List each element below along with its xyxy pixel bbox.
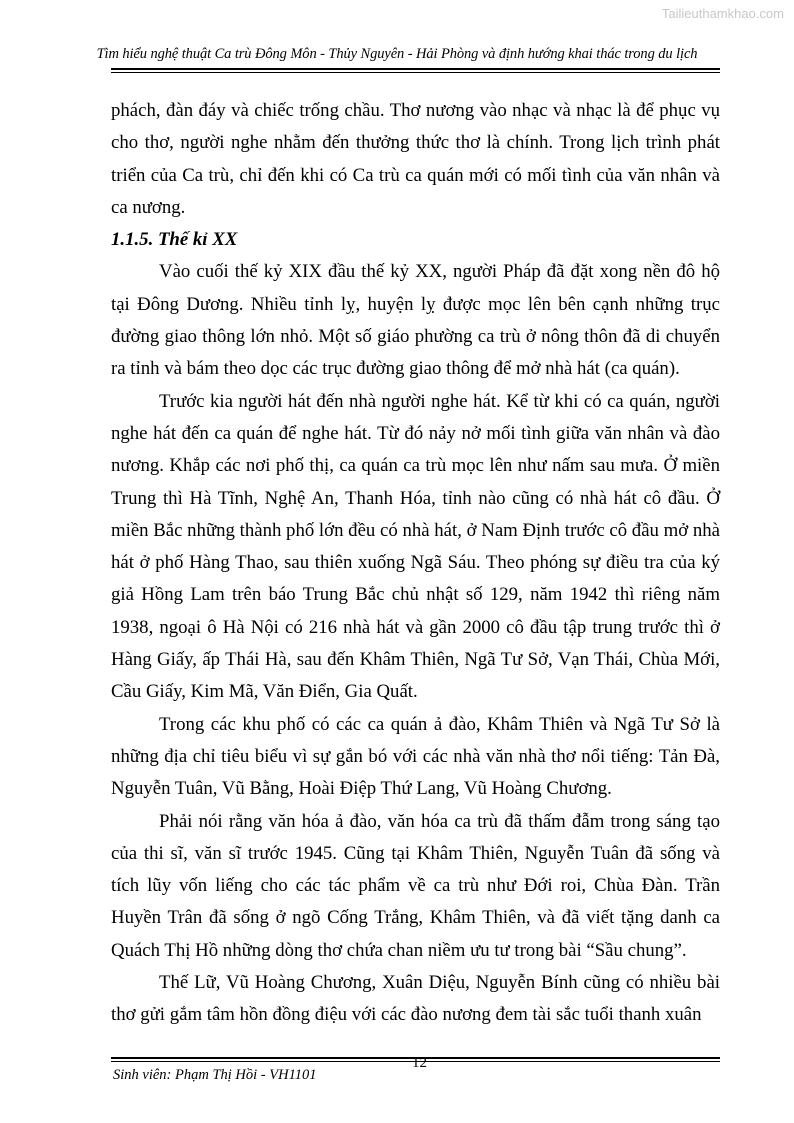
running-header: Tìm hiểu nghệ thuật Ca trù Đông Môn - Thủy Nguyên - Hải Phòng và định hướng khai thác trong du lịch: [96, 46, 698, 62]
continuation-paragraph: phách, đàn đáy và chiếc trống chầu. Thơ nương vào nhạc và nhạc là để phục vụ cho thơ, người nghe nhằm đến thưởng thức thơ là chính. Trong lịch trình phát triển của Ca trù, chỉ đến khi có Ca trù ca quán mới có mối tình của văn nhân và ca nương.: [111, 100, 720, 218]
paragraph: Phải nói rằng văn hóa ả đào, văn hóa ca trù đã thấm đẫm trong sáng tạo của thi sĩ, văn sĩ trước 1945. Cũng tại Khâm Thiên, Nguyễn Tuân đã sống và tích lũy vốn liếng cho các tác phẩm về ca trù như Đới roi, Chùa Đàn. Trần Huyền Trân đã sống ở ngõ Cống Trắng, Khâm Thiên, và đã viết tặng danh ca Quách Thị Hồ những dòng thơ chứa chan niềm ưu tư trong bài “Sầu chung”.: [111, 810, 720, 961]
footer-author: Sinh viên: Phạm Thị Hồi - VH1101: [113, 1067, 317, 1083]
document-body: [111, 95, 720, 1032]
paragraph: Trong các khu phố có các ca quán ả đào, Khâm Thiên và Ngã Tư Sở là những địa chỉ tiêu biểu vì sự gắn bó với các nhà văn nhà thơ nổi tiếng: Tản Đà, Nguyễn Tuân, Vũ Bằng, Hoài Điệp Thứ Lang, Vũ Hoàng Chương.: [111, 713, 720, 800]
paragraph: Vào cuối thế kỷ XIX đầu thế kỷ XX, người Pháp đã đặt xong nền đô hộ tại Đông Dương. Nhiều tỉnh lỵ, huyện lỵ được mọc lên bên cạnh những trục đường giao thông lớn nhỏ. Một số giáo phường ca trù ở nông thôn đã di chuyển ra tỉnh và bám theo dọc các trục đường giao thông để mở nhà hát (ca quán).: [111, 261, 720, 380]
header-rule: [111, 68, 720, 73]
paragraph: Thế Lữ, Vũ Hoàng Chương, Xuân Diệu, Nguyễn Bính cũng có nhiều bài thơ gửi gắm tâm hồn đồng điệu với các đào nương đem tài sắc tuổi thanh xuân: [111, 972, 720, 1026]
section-heading: 1.1.5. Thế kỉ XX: [111, 229, 238, 251]
page-number: 12: [412, 1055, 427, 1071]
paragraph: Trước kia người hát đến nhà người nghe hát. Kể từ khi có ca quán, người nghe hát đến ca quán để nghe hát. Từ đó nảy nở mối tình giữa văn nhân và đào nương. Khắp các nơi phố thị, ca quán ca trù mọc lên như nấm sau mưa. Ở miền Trung thì Hà Tĩnh, Nghệ An, Thanh Hóa, tỉnh nào cũng có nhà hát cô đầu. Ở miền Bắc những thành phố lớn đều có nhà hát, ở Nam Định trước cô đầu mở nhà hát ở phố Hàng Thao, sau thiên xuống Ngã Sáu. Theo phóng sự điều tra của ký giả Hồng Lam trên báo Trung Bắc chủ nhật số 129, năm 1942 thì riêng năm 1938, ngoại ô Hà Nội có 216 nhà hát và gần 2000 cô đầu tập trung trước thì ở Hàng Giấy, ấp Thái Hà, sau đến Khâm Thiên, Ngã Tư Sở, Vạn Thái, Chùa Mới, Cầu Giấy, Kim Mã, Văn Điển, Gia Quất.: [111, 390, 720, 703]
watermark: Tailieuthamkhao.com: [661, 6, 784, 21]
